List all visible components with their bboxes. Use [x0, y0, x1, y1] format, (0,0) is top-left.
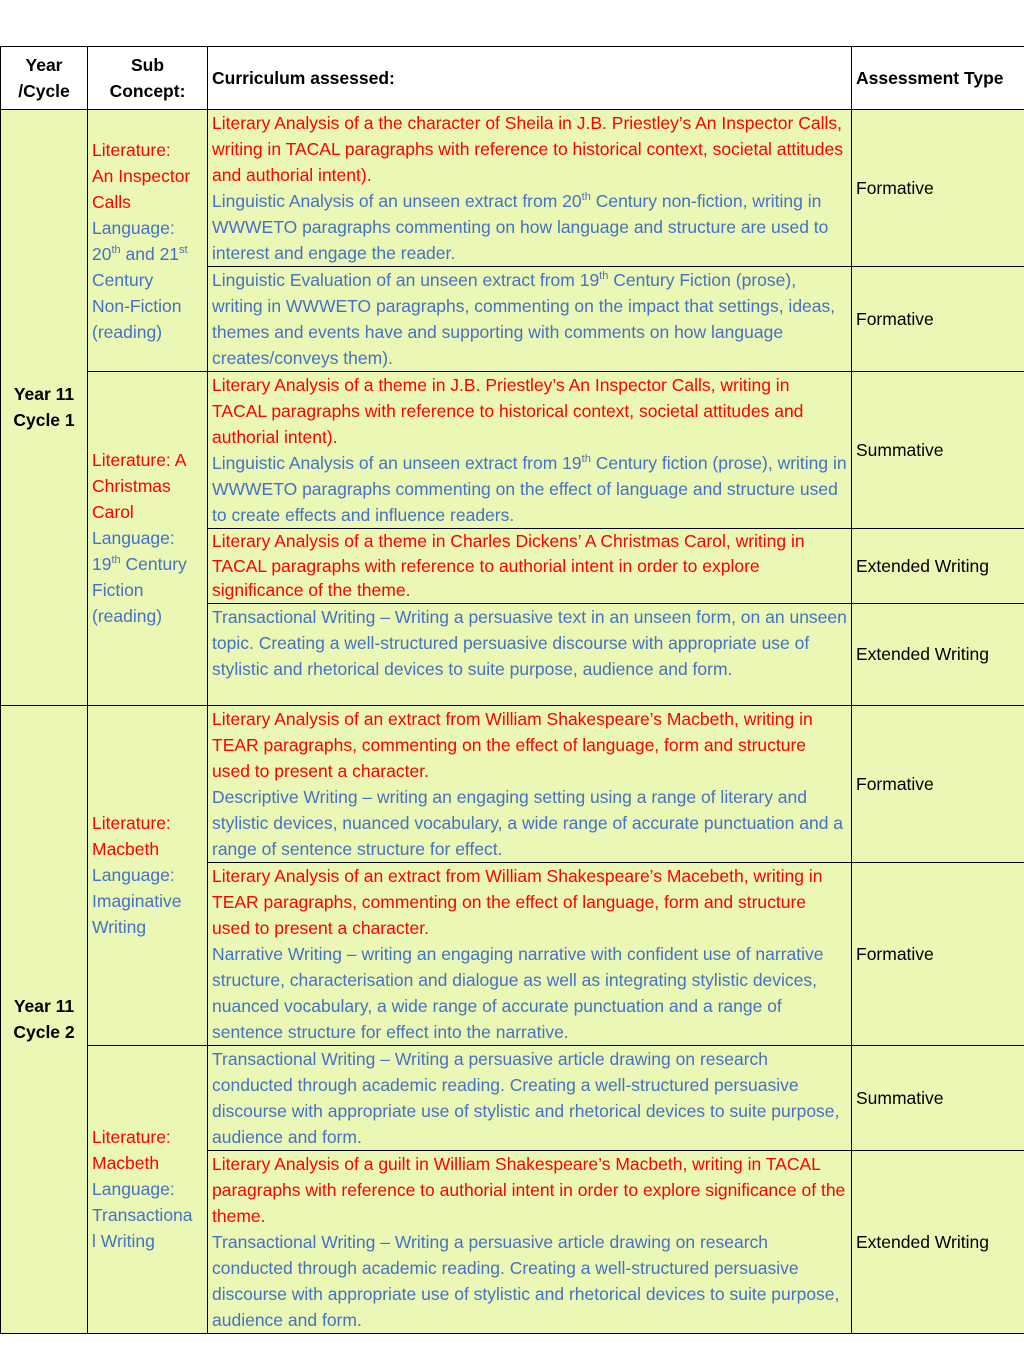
assessment-type: Formative	[852, 110, 1024, 267]
header-sub-concept: Sub Concept:	[88, 47, 208, 110]
assessment-type: Formative	[852, 267, 1024, 372]
header-row	[1, 47, 1024, 110]
assessment-table	[0, 46, 1024, 1334]
sub-concept-inspector-calls: Literature: An Inspector Calls Language: 20th and 21st Century Non-Fiction (reading)	[88, 110, 208, 372]
curriculum-cell: Literary Analysis of an extract from William Shakespeare’s Macebeth, writing in TEAR paragraphs, commenting on the effect of language, form and structure used to present a character. Narrative Writing – writing an engaging narrative with confident use of narrative structure, characterisation and dialogue as well as integrating stylistic devices, nuanced vocabulary, a wide range of accurate punctuation and a range of sentence structure for effect into the narrative.	[208, 862, 852, 1045]
curriculum-cell: Literary Analysis of a the character of Sheila in J.B. Priestley’s An Inspector Calls, writing in TACAL paragraphs with reference to historical context, societal attitudes and authorial intent). Linguistic Analysis of an unseen extract from 20th Century non-fiction, writing in WWWETO paragraphs commenting on how language and structure are used to interest and engage the reader.	[208, 110, 852, 267]
assessment-type: Extended Writing	[852, 1150, 1024, 1333]
sub-concept-macbeth-imaginative: Literature: Macbeth Language: Imaginative Writing	[88, 705, 208, 1045]
table-row	[1, 110, 1024, 267]
table-row	[1, 372, 1024, 529]
curriculum-cell: Linguistic Evaluation of an unseen extract from 19th Century Fiction (prose), writing in WWWETO paragraphs, commenting on the impact that settings, ideas, themes and events have and supporting with comments on how language creates/conveys them).	[208, 267, 852, 372]
table-row	[1, 705, 1024, 862]
sub-concept-macbeth-transactional: Literature: Macbeth Language: Transactiona l Writing	[88, 1045, 208, 1333]
assessment-type: Extended Writing	[852, 603, 1024, 705]
curriculum-cell: Transactional Writing – Writing a persuasive article drawing on research conducted through academic reading. Creating a well-structured persuasive discourse with appropriate use of stylistic and rhetorical devices to suite purpose, audience and form.	[208, 1045, 852, 1150]
year-cycle-2: Year 11 Cycle 2	[1, 705, 88, 1333]
curriculum-cell: Transactional Writing – Writing a persuasive text in an unseen form, on an unseen topic. Creating a well-structured persuasive discourse with appropriate use of stylistic and rhetorical devices to suite purpose, audience and form.	[208, 603, 852, 705]
assessment-type: Formative	[852, 705, 1024, 862]
curriculum-cell: Literary Analysis of a theme in Charles Dickens’ A Christmas Carol, writing in TACAL paragraphs with reference to authorial intent in order to explore significance of the theme.	[208, 529, 852, 604]
curriculum-cell: Literary Analysis of a guilt in William Shakespeare’s Macbeth, writing in TACAL paragraphs with reference to authorial intent in order to explore significance of the theme. Transactional Writing – Writing a persuasive article drawing on research conducted through academic reading. Creating a well-structured persuasive discourse with appropriate use of stylistic and rhetorical devices to suite purpose, audience and form.	[208, 1150, 852, 1333]
year-cycle-1: Year 11 Cycle 1	[1, 110, 88, 706]
assessment-type: Extended Writing	[852, 529, 1024, 604]
header-curriculum: Curriculum assessed:	[208, 47, 852, 110]
table-row	[1, 1045, 1024, 1150]
sub-concept-christmas-carol: Literature: A Christmas Carol Language: 19th Century Fiction (reading)	[88, 372, 208, 706]
curriculum-cell: Literary Analysis of a theme in J.B. Priestley’s An Inspector Calls, writing in TACAL paragraphs with reference to historical context, societal attitudes and authorial intent). Linguistic Analysis of an unseen extract from 19th Century fiction (prose), writing in WWWETO paragraphs commenting on the effect of language and structure used to create effects and influence readers.	[208, 372, 852, 529]
assessment-type: Summative	[852, 1045, 1024, 1150]
assessment-type: Summative	[852, 372, 1024, 529]
assessment-type: Formative	[852, 862, 1024, 1045]
curriculum-cell: Literary Analysis of an extract from William Shakespeare’s Macbeth, writing in TEAR paragraphs, commenting on the effect of language, form and structure used to present a character. Descriptive Writing – writing an engaging setting using a range of literary and stylistic devices, nuanced vocabulary, a wide range of accurate punctuation and a range of sentence structure for effect.	[208, 705, 852, 862]
header-assessment-type: Assessment Type	[852, 47, 1024, 110]
header-year-cycle: Year /Cycle	[1, 47, 88, 110]
